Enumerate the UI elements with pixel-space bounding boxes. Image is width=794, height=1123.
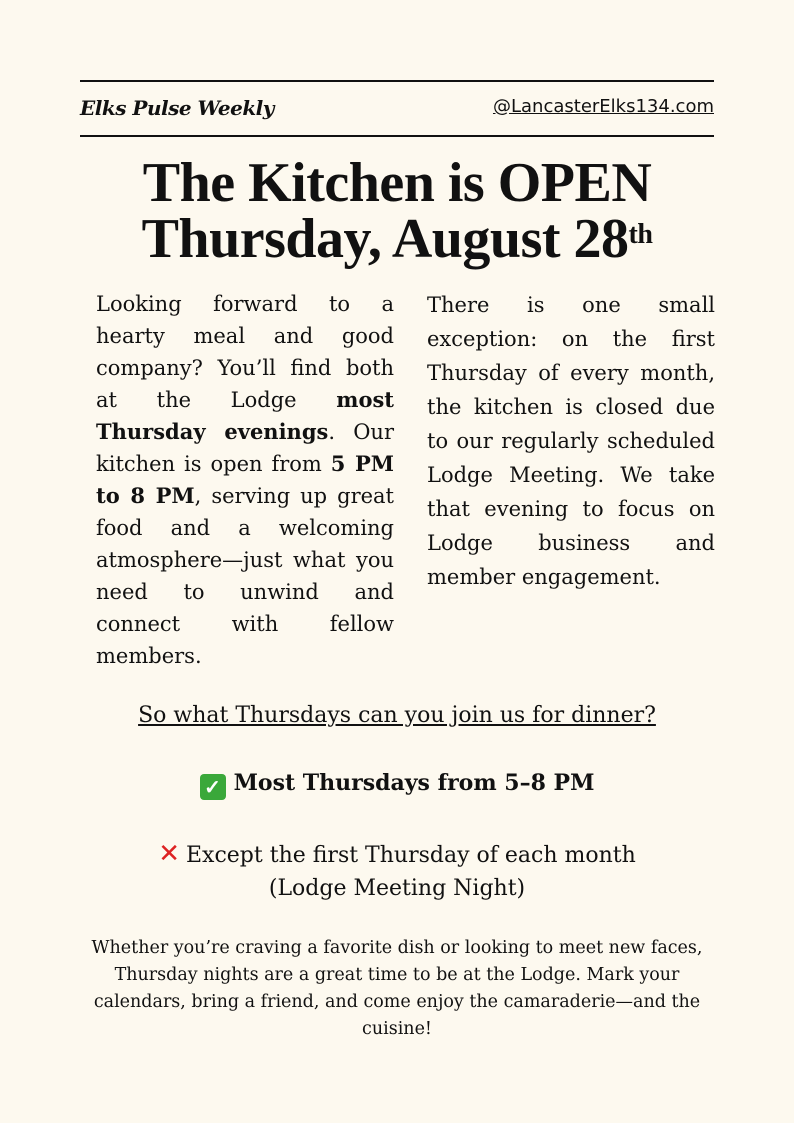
check-mark-icon: ✓ — [200, 774, 226, 800]
no-text-1: Except the first Thursday of each month — [186, 843, 636, 868]
masthead-title: Elks Pulse Weekly — [80, 96, 274, 120]
left-bold-hours: 5 PM to 8 PM — [96, 451, 394, 508]
headline-line-2 — [0, 208, 794, 270]
cross-mark-icon: ✕ — [158, 839, 180, 869]
left-text-3: , serving up great food and a welcoming atmosphere—just what you need to unwind and connect with fellow members. — [96, 484, 394, 668]
yes-text: Most Thursdays from 5–8 PM — [233, 770, 595, 796]
left-text-2: . Our kitchen is open from — [96, 420, 394, 476]
schedule-no-line — [0, 838, 794, 905]
masthead-bottom-rule — [80, 135, 714, 137]
left-bold-1: most Thursday evenings — [96, 387, 394, 444]
headline-date-suffix: th — [628, 219, 653, 250]
closing-paragraph: Whether you’re craving a favorite dish or looking to meet new faces, Thursday nights are a great time to be at the Lodge. Mark your calendars, bring a friend, and come enjoy the camaraderie—and the cuisine! — [91, 938, 703, 1039]
headline-date: Thursday, August 28 — [141, 208, 629, 270]
right-column-paragraph: There is one small exception: on the first Thursday of every month, the kitchen is closed due to our regularly scheduled Lodge Meeting. We take that evening to focus on Lodge business and member engagement. — [427, 293, 715, 589]
headline-line-1: The Kitchen is OPEN — [142, 152, 652, 214]
headline — [0, 152, 794, 270]
website-link[interactable]: @LancasterElks134.com — [492, 96, 714, 117]
left-text-1: Looking forward to a hearty meal and good company? You’ll find both at the Lodge — [96, 292, 394, 412]
masthead-top-rule — [80, 80, 714, 82]
left-column-paragraph — [96, 288, 394, 672]
no-text-2: (Lodge Meeting Night) — [268, 876, 526, 901]
schedule-question: So what Thursdays can you join us for dinner? — [138, 703, 656, 728]
schedule-yes-line — [0, 770, 794, 800]
